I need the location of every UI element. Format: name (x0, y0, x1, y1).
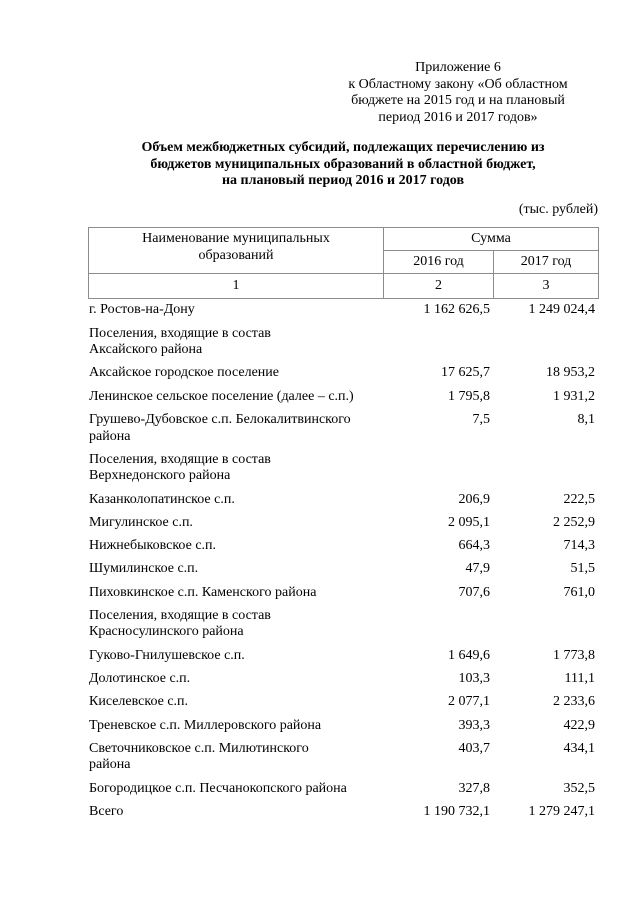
amount-2016: 393,3 (458, 717, 490, 733)
appendix-line: к Областному закону «Об областном (348, 76, 568, 92)
units-label: (тыс. рублей) (518, 202, 598, 217)
table-row (88, 738, 598, 778)
amount-2016: 327,8 (458, 780, 490, 796)
table-row (88, 644, 598, 667)
amount-2016: 17 625,7 (441, 365, 490, 381)
municipality-name: Треневское с.п. Миллеровского района (89, 717, 322, 733)
section-row (88, 605, 598, 645)
amount-2016 (383, 448, 493, 488)
column-number: 3 (494, 274, 599, 299)
amount-2017: 111,1 (564, 671, 595, 687)
appendix-line: Приложение 6 (415, 60, 501, 75)
amount-2017: 352,5 (563, 780, 595, 796)
table-row (88, 777, 598, 800)
column-number-row (89, 274, 599, 299)
municipality-name: Долотинское с.п. (89, 671, 191, 687)
amount-2016: 206,9 (458, 491, 490, 507)
table-row (88, 362, 598, 385)
amount-2017 (493, 605, 598, 645)
amount-2016: 2 077,1 (448, 694, 490, 710)
appendix-line: период 2016 и 2017 годов» (378, 110, 538, 126)
table-row (88, 691, 598, 714)
appendix-line: бюджете на 2015 год и на плановый (351, 93, 565, 109)
municipality-name: Мигулинское с.п. (89, 514, 193, 530)
section-name: Поселения, входящие в состав Красносулинского района (89, 607, 271, 640)
table-row (88, 581, 598, 604)
amount-2016 (383, 605, 493, 645)
total-label: Всего (89, 803, 124, 819)
title-line: на плановый период 2016 и 2017 годов (221, 173, 465, 189)
municipality-name: Грушево-Дубовское с.п. Белокалитвинского района (89, 412, 351, 444)
amount-2016: 7,5 (472, 412, 490, 428)
municipality-name: Казанколопатинское с.п. (89, 491, 235, 507)
title-line: бюджетов муниципальных образований в областной бюджет, (150, 156, 536, 172)
municipality-name: Гуково-Гнилушевское с.п. (89, 647, 245, 663)
amount-2017: 434,1 (563, 740, 595, 756)
municipality-name: Аксайское городское поселение (89, 365, 279, 381)
table-row (88, 558, 598, 581)
amount-2016: 47,9 (465, 561, 490, 577)
column-header-name: Наименование муниципальных образований (89, 228, 384, 274)
table-row (88, 409, 598, 449)
municipality-name: Шумилинское с.п. (89, 561, 199, 577)
amount-2016: 103,3 (458, 671, 490, 687)
section-row (88, 448, 598, 488)
municipality-name: Светочниковское с.п. Милютинского района (89, 740, 309, 773)
section-name: Поселения, входящие в состав Аксайского района (89, 325, 271, 358)
amount-2016: 403,7 (458, 740, 490, 756)
column-header-sum: Сумма (384, 228, 599, 251)
table-row (88, 714, 598, 737)
amount-2016: 2 095,1 (448, 514, 490, 530)
table-row (88, 668, 598, 691)
amount-2017: 422,9 (563, 717, 595, 733)
amount-2017: 1 931,2 (553, 388, 595, 404)
document-title (88, 140, 598, 190)
total-2017: 1 279 247,1 (528, 803, 595, 819)
column-number: 2 (384, 274, 494, 299)
section-row (88, 322, 598, 362)
amount-2016: 1 795,8 (448, 388, 490, 404)
municipality-name: Богородицкое с.п. Песчанокопского района (89, 780, 347, 796)
municipality-name: Нижнебыковское с.п. (89, 538, 217, 554)
column-header-2017: 2017 год (494, 251, 599, 274)
appendix-reference (318, 60, 598, 127)
header-row (89, 228, 599, 251)
municipality-name: Ленинское сельское поселение (далее – с.п.) (89, 388, 354, 404)
amount-2017 (493, 448, 598, 488)
amount-2017: 714,3 (563, 538, 595, 554)
amount-2017: 18 953,2 (546, 365, 595, 381)
amount-2017: 222,5 (563, 491, 595, 507)
amount-2017: 51,5 (570, 561, 595, 577)
table-row (88, 488, 598, 511)
table-row (88, 299, 598, 322)
amount-2017: 2 252,9 (553, 514, 595, 530)
municipality-name: Киселевское с.п. (89, 694, 189, 710)
amount-2016: 1 162 626,5 (423, 302, 490, 318)
municipality-name: Пиховкинское с.п. Каменского района (89, 584, 317, 600)
amount-2017: 8,1 (577, 412, 595, 428)
total-2016: 1 190 732,1 (423, 803, 490, 819)
amount-2016: 664,3 (458, 538, 490, 554)
column-number: 1 (89, 274, 384, 299)
table-body (88, 299, 598, 824)
amount-2016: 1 649,6 (448, 647, 490, 663)
column-header-2016: 2016 год (384, 251, 494, 274)
amount-2017: 761,0 (563, 584, 595, 600)
amount-2017: 1 773,8 (553, 647, 595, 663)
amount-2016 (383, 322, 493, 362)
title-line: Объем межбюджетных субсидий, подлежащих перечислению из (141, 140, 545, 155)
amount-2017 (493, 322, 598, 362)
municipality-name: г. Ростов-на-Дону (89, 302, 195, 318)
table-row (88, 535, 598, 558)
table-row (88, 511, 598, 534)
amount-2017: 1 249 024,4 (528, 302, 595, 318)
section-name: Поселения, входящие в состав Верхнедонского района (89, 451, 271, 484)
total-row (88, 801, 598, 824)
amount-2016: 707,6 (458, 584, 490, 600)
amount-2017: 2 233,6 (553, 694, 595, 710)
table-header (88, 227, 599, 299)
table-row (88, 385, 598, 408)
